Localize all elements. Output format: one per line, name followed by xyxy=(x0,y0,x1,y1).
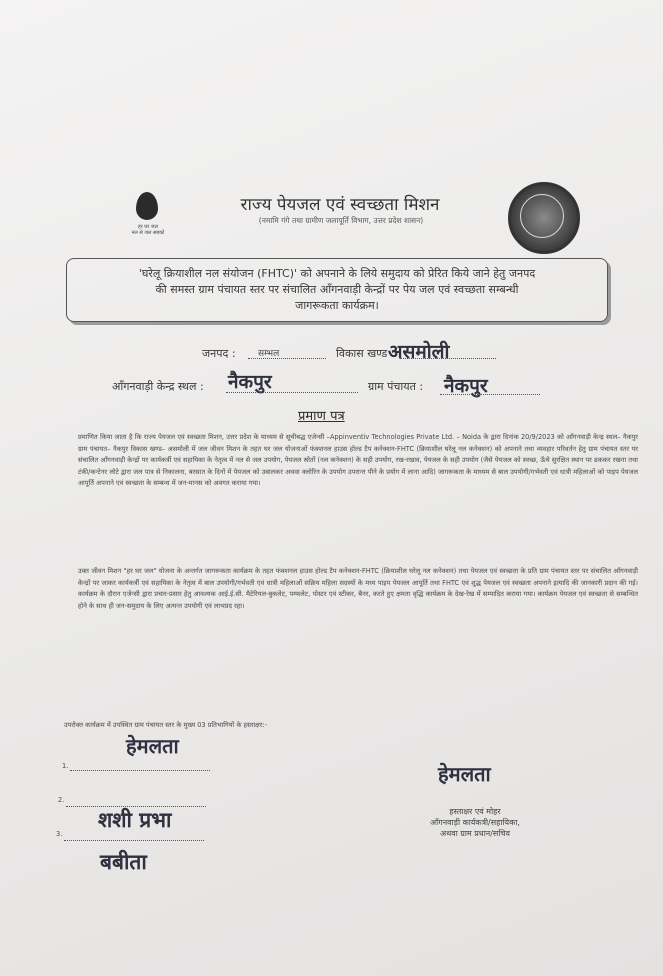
participant-line-2 xyxy=(66,806,206,807)
participant-number-1: 1. xyxy=(62,762,69,770)
certificate-paragraph-1: प्रमाणित किया जाता है कि राज्य पेयजल एवं स्वच्छता मिशन, उत्तर प्रदेश के माध्यम से सूचीबद्ध एजेन्सी –Appinventiv Technologies Private Ltd. – Noida के द्वारा दिनांक 20/9/2023 को आँगनवाड़ी केन्द्र स्थल– नैकपुर ग्राम पंचायत– नैकपुर विकास खण्ड– असमोली में जल जीवन मिशन के तहत घर जल योजनाओं फंक्शनल हाउस होल्ड टैप कनेक्शन-FHTC (क्रियाशील घरेलू नल कनेक्शन) को अपनाने तथा व्यवहार परिवर्तन हेतु ग्राम पंचायत स्तर पर संचालित आँगनवाड़ी केन्द्रों पर कार्यकर्त्री एवं सहायिका के नेतृत्व में नल से जल उपयोग, पेयजल स्रोतों (नल कनेक्शन) के सही उपयोग, रख-रखाव, पेयजल के सही उपयोग (जैसे पेयजल को स्वच्छ, ऊँचे सुरक्षित स्थान पर ढककर रखना तथा टंकी/कन्टेनर लोटे द्वारा जल पात्र से निकालना, बरसात के दिनों में पेयजल को उबालकर अथवा क्लोरिन के उपयोग उपरान्त पीने के प्रयोग में लाना आदि) जागरूकता के माध्यम से बाल उपयोगी/गर्भवती एवं धात्री महिलाओं को पाइप पेयजल आपूर्ति अपनाने एवं स्वच्छता के सम्बन्ध में जन-मानस को अवगत कराया गया। xyxy=(78,433,638,488)
banner-line-1: 'घरेलू क्रियाशील नल संयोजन (FHTC)' को अपनाने के लिये समुदाय को प्रेरित किये जाने हेतु जनपद xyxy=(138,267,536,280)
participant-line-1 xyxy=(70,770,210,771)
centre-underline xyxy=(226,392,358,393)
gram-panchayat-label: ग्राम पंचायत : xyxy=(368,380,424,393)
block-underline xyxy=(400,358,496,359)
signature-caption-line-2: आँगनवाड़ी कार्यकत्री/सहायिका, xyxy=(430,818,520,827)
panchayat-underline xyxy=(440,394,540,395)
document-subtitle: (नमामि गंगे तथा ग्रामीण जलापूर्ति विभाग, उत्तर प्रदेश शासन) xyxy=(258,216,424,225)
signature-caption-line-1: हस्ताक्षर एवं मोहर xyxy=(449,807,501,816)
banner-line-3: जागरूकता कार्यक्रम। xyxy=(295,299,379,312)
participant-signature-2: शशी प्रभा xyxy=(98,808,172,832)
participant-signature-1: हेमलता xyxy=(126,734,179,758)
participant-number-3: 3. xyxy=(56,830,63,838)
participant-signature-3: बबीता xyxy=(100,850,147,874)
anganwadi-centre-label: ऑंगनवाड़ी केन्द्र स्थल : xyxy=(112,380,204,393)
signature-caption-line-3: अथवा ग्राम प्रधान/सचिव xyxy=(440,829,510,838)
logo-caption xyxy=(126,224,170,236)
seal-inner-ring xyxy=(520,194,564,238)
district-label: जनपद : xyxy=(202,347,236,360)
district-value: सम्भल xyxy=(258,349,280,359)
certificate-paragraph-2: उक्त जीवन मिशन "हर घर जल" योजना के अन्तर्गत जागरूकता कार्यक्रम के तहत फंक्शनल हाउस होल्ड टैप कनेक्शन-FHTC (क्रियाशील घरेलू नल कनेक्शन) तथा पेयजल एवं स्वच्छता के प्रति ग्राम पंचायत स्तर पर संचालित आँगनवाड़ी केन्द्रों पर जाकर कार्यकर्त्री एवं सहायिका के नेतृत्व में बाल उपयोगी/गर्भवती एवं धात्री महिलाओं सक्रिय महिला सदस्यों के मध्य पाइप पेयजल आपूर्ति तथा FHTC एवं शुद्ध पेयजल एवं स्वच्छता अपनाने इत्यादि की जानकारी प्रदान की गई। कार्यक्रम के दौरान एजेन्सी द्वारा प्रचार-प्रसार हेतु आवश्यक आई.ई.सी. मैटेरियल-बुकलेट, पम्फलेट, पोस्टर एवं स्टीकर, बैनर, करते हुए क्षमता वृद्धि कार्यक्रम के देख-रेख में सम्पादित कराया गया। कार्यक्रम पेयजल एवं स्वच्छता से सम्बन्धित होने के साथ ही जन-समुदाय के लिए अत्यन्त उपयोगी एवं लाभप्रद रहा। xyxy=(78,567,638,610)
document-title: राज्य पेयजल एवं स्वच्छता मिशन xyxy=(240,195,440,215)
block-label: विकास खण्ड : xyxy=(336,347,395,360)
signature-stamp-caption xyxy=(400,806,550,839)
participant-line-3 xyxy=(64,840,204,841)
block-value: असमोली xyxy=(388,341,450,363)
gram-panchayat-value: नैकपुर xyxy=(444,375,488,397)
district-underline xyxy=(248,358,326,359)
logo-subtext: नल से जल सबको xyxy=(131,230,165,236)
participant-number-2: 2. xyxy=(58,796,65,804)
banner-line-2: की समस्त ग्राम पंचायत स्तर पर संचालित आँगनवाड़ी केन्द्रों पर पेय जल एवं स्वच्छता सम्बन्धी xyxy=(155,283,519,296)
certificate-heading: प्रमाण पत्र xyxy=(298,409,345,424)
participants-signature-intro: उपरोक्त कार्यक्रम में उपस्थित ग्राम पंचायत स्तर के मुख्य 03 प्रतिभागियों के हस्ताक्षर:- xyxy=(64,721,268,729)
water-drop-logo-icon xyxy=(136,192,158,220)
logo-text: हर घर जल xyxy=(138,224,158,230)
anganwadi-worker-signature: हेमलता xyxy=(438,762,491,786)
program-banner-text xyxy=(82,266,592,314)
anganwadi-centre-value: नैकपुर xyxy=(228,371,272,393)
